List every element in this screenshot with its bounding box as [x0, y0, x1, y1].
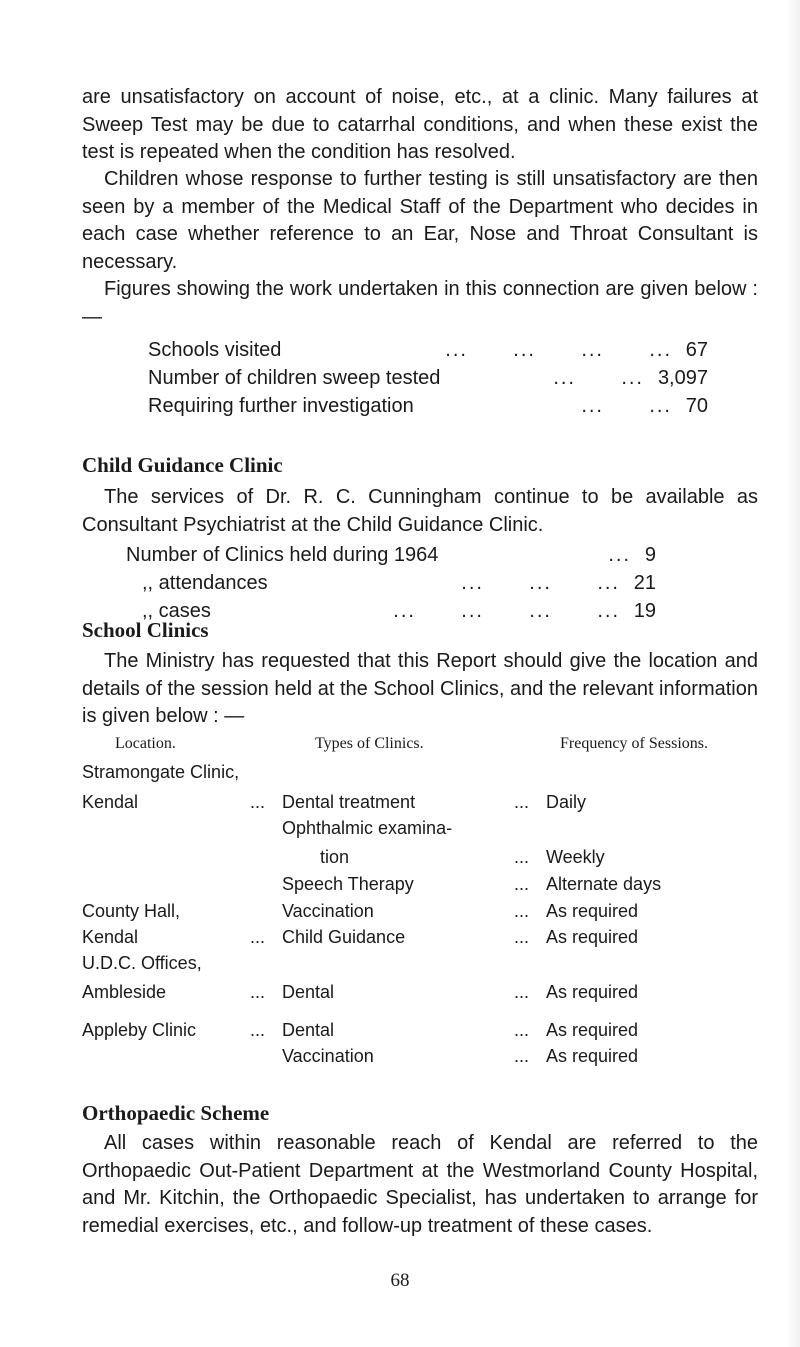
- leader-dots: ...: [250, 982, 266, 1002]
- figure-label: Schools visited: [148, 339, 282, 361]
- leader-dots: ...: [250, 792, 266, 812]
- figure-value: 21: [633, 572, 656, 594]
- leader-dots: ...: [250, 1020, 266, 1040]
- leader-dots: ...: [250, 927, 266, 947]
- leader-dots: ... ... ... ...: [393, 600, 620, 622]
- table-cell-type: Ophthalmic examina-: [282, 818, 453, 838]
- figure-value: 3,097: [657, 367, 708, 389]
- leader-dots: ...: [514, 901, 530, 921]
- figure-label: Number of Clinics held during 1964: [126, 544, 439, 566]
- section-heading-child-guidance: Child Guidance Clinic: [82, 453, 283, 477]
- table-cell-location: Kendal: [82, 927, 139, 947]
- intro-paragraph-2: Children whose response to further testing is still unsatisfactory are then seen by a member of the Medical Staff of the Department who decides in each case whether reference to an Ear, Nose and Throat Consultant is necessary.: [82, 168, 758, 273]
- figure-value: 70: [685, 395, 708, 417]
- page-edge-shadow: [786, 0, 800, 1347]
- school-clinics-paragraph: The Ministry has requested that this Report should give the location and details of the session held at the School Clinics, and the relevant information is given below : —: [82, 650, 758, 727]
- table-cell-type: Child Guidance: [282, 927, 406, 947]
- table-cell-location: County Hall,: [82, 901, 181, 921]
- table-cell-type: tion: [320, 847, 350, 867]
- column-header-types: Types of Clinics.: [315, 735, 424, 752]
- table-cell-frequency: Weekly: [546, 847, 605, 867]
- table-cell-frequency: As required: [546, 1020, 639, 1040]
- page-number: 68: [390, 1270, 410, 1291]
- leader-dots: ...: [514, 927, 530, 947]
- table-cell-frequency: Alternate days: [546, 874, 662, 894]
- table-cell-type: Dental: [282, 982, 335, 1002]
- leader-dots: ... ...: [553, 367, 644, 389]
- table-cell-type: Vaccination: [282, 901, 374, 921]
- table-cell-type: Dental: [282, 1020, 335, 1040]
- leader-dots: ... ... ... ...: [445, 339, 672, 361]
- figure-row: [148, 392, 708, 420]
- table-cell-type: Vaccination: [282, 1046, 374, 1066]
- leader-dots: ...: [514, 1020, 530, 1040]
- leader-dots: ...: [514, 982, 530, 1002]
- figure-value: 67: [685, 339, 708, 361]
- table-cell-frequency: As required: [546, 901, 639, 921]
- table-cell-frequency: As required: [546, 982, 639, 1002]
- intro-paragraph-1: are unsatisfactory on account of noise, etc., at a clinic. Many failures at Sweep Test may be due to catarrhal conditions, and when these exist the test is repeated when the condition has resolved.: [82, 86, 758, 163]
- figure-row: [126, 569, 656, 597]
- section-heading-school-clinics: School Clinics: [82, 618, 209, 642]
- leader-dots: ...: [514, 1046, 530, 1066]
- table-cell-type: Dental treatment: [282, 792, 416, 812]
- figure-row: [148, 364, 708, 392]
- table-cell-location: Kendal: [82, 792, 139, 812]
- table-cell-location: U.D.C. Offices,: [82, 953, 202, 973]
- column-header-frequency: Frequency of Sessions.: [560, 735, 708, 752]
- table-cell-location: Ambleside: [82, 982, 167, 1002]
- leader-dots: ... ... ...: [461, 572, 620, 594]
- child-guidance-paragraph: The services of Dr. R. C. Cunningham continue to be available as Consultant Psychiatrist at the Child Guidance Clinic.: [82, 486, 758, 536]
- figure-label: ,, cases: [142, 600, 211, 622]
- table-cell-type: Speech Therapy: [282, 874, 414, 894]
- column-header-location: Location.: [115, 735, 176, 752]
- leader-dots: ...: [514, 847, 530, 867]
- table-cell-frequency: As required: [546, 927, 639, 947]
- figure-row: [148, 336, 708, 364]
- orthopaedic-paragraph: All cases within reasonable reach of Kendal are referred to the Orthopaedic Out-Patient Department at the Westmorland County Hospital, and Mr. Kitchin, the Orthopaedic Specialist, has undertaken to arrange for remedial exercises, etc., and follow-up treatment of these cases.: [82, 1132, 758, 1237]
- figure-label: Number of children sweep tested: [148, 367, 441, 389]
- figure-row: [126, 541, 656, 569]
- figure-label: ,, attendances: [142, 572, 268, 594]
- table-cell-location: Appleby Clinic: [82, 1020, 197, 1040]
- leader-dots: ... ...: [581, 395, 672, 417]
- figure-value: 9: [644, 544, 656, 566]
- section-heading-orthopaedic: Orthopaedic Scheme: [82, 1101, 270, 1125]
- leader-dots: ...: [514, 792, 530, 812]
- intro-paragraph-3: Figures showing the work undertaken in this connection are given below : —: [82, 278, 758, 328]
- table-cell-frequency: Daily: [546, 792, 587, 812]
- table-cell-location: Stramongate Clinic,: [82, 762, 240, 782]
- table-cell-frequency: As required: [546, 1046, 639, 1066]
- figure-label: Requiring further investigation: [148, 395, 414, 417]
- figure-value: 19: [633, 600, 656, 622]
- leader-dots: ...: [514, 874, 530, 894]
- leader-dots: ...: [608, 544, 631, 566]
